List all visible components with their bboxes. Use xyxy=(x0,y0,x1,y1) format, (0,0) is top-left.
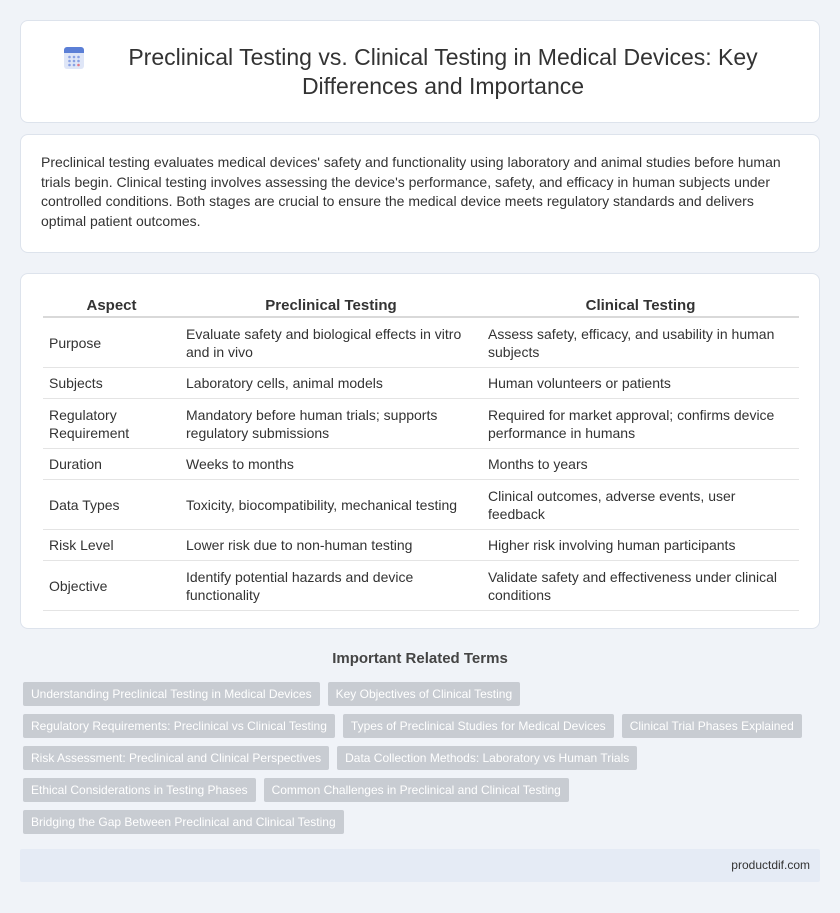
table-row xyxy=(43,561,799,611)
related-terms-title: Important Related Terms xyxy=(332,650,508,667)
table-cell: Risk Level xyxy=(43,530,180,561)
column-header-aspect: Aspect xyxy=(43,294,180,318)
related-term-tag[interactable]: Understanding Preclinical Testing in Medical Devices xyxy=(23,682,320,706)
table-cell: Assess safety, efficacy, and usability in human subjects xyxy=(482,318,799,368)
table-cell: Lower risk due to non-human testing xyxy=(180,530,482,561)
table-cell: Regulatory Requirement xyxy=(43,399,180,449)
table-cell: Subjects xyxy=(43,368,180,399)
comparison-table-card xyxy=(20,273,820,629)
table-cell: Clinical outcomes, adverse events, user feedback xyxy=(482,480,799,530)
related-term-tag[interactable]: Common Challenges in Preclinical and Clinical Testing xyxy=(264,778,569,802)
page-title: Preclinical Testing vs. Clinical Testing in Medical Devices: Key Differences and Importance xyxy=(128,43,758,99)
table-cell: Objective xyxy=(43,561,180,611)
table-cell: Required for market approval; confirms device performance in humans xyxy=(482,399,799,449)
table-row xyxy=(43,480,799,530)
table-cell: Validate safety and effectiveness under clinical conditions xyxy=(482,561,799,611)
table-row xyxy=(43,530,799,561)
related-terms-list xyxy=(23,682,823,842)
table-header-row xyxy=(43,294,799,318)
table-cell: Weeks to months xyxy=(180,449,482,480)
table-cell: Toxicity, biocompatibility, mechanical testing xyxy=(180,480,482,530)
document-icon xyxy=(61,45,87,71)
table-cell: Months to years xyxy=(482,449,799,480)
related-term-tag[interactable]: Clinical Trial Phases Explained xyxy=(622,714,802,738)
table-cell: Duration xyxy=(43,449,180,480)
related-term-tag[interactable]: Bridging the Gap Between Preclinical and Clinical Testing xyxy=(23,810,344,834)
header-card xyxy=(20,20,820,123)
table-cell: Laboratory cells, animal models xyxy=(180,368,482,399)
table-cell: Higher risk involving human participants xyxy=(482,530,799,561)
column-header-preclinical: Preclinical Testing xyxy=(180,294,482,318)
comparison-table xyxy=(43,294,799,611)
table-cell: Evaluate safety and biological effects in vitro and in vivo xyxy=(180,318,482,368)
footer xyxy=(20,849,820,882)
related-term-tag[interactable]: Data Collection Methods: Laboratory vs Human Trials xyxy=(337,746,637,770)
related-term-tag[interactable]: Types of Preclinical Studies for Medical Devices xyxy=(343,714,614,738)
related-term-tag[interactable]: Key Objectives of Clinical Testing xyxy=(328,682,521,706)
table-cell: Purpose xyxy=(43,318,180,368)
table-row xyxy=(43,399,799,449)
column-header-clinical: Clinical Testing xyxy=(482,294,799,318)
table-row xyxy=(43,449,799,480)
table-cell: Human volunteers or patients xyxy=(482,368,799,399)
intro-paragraph: Preclinical testing evaluates medical devices' safety and functionality using laboratory and animal studies before human trials begin. Clinical testing involves assessing the device's performance, safety, and efficacy in human subjects under controlled conditions. Both stages are crucial to ensure the medical device meets regulatory standards and delivers optimal patient outcomes. xyxy=(41,154,781,229)
related-term-tag[interactable]: Ethical Considerations in Testing Phases xyxy=(23,778,256,802)
table-cell: Data Types xyxy=(43,480,180,530)
footer-site-link[interactable]: productdif.com xyxy=(731,858,810,872)
intro-card xyxy=(20,134,820,253)
related-term-tag[interactable]: Risk Assessment: Preclinical and Clinical Perspectives xyxy=(23,746,329,770)
table-row xyxy=(43,368,799,399)
table-row xyxy=(43,318,799,368)
related-term-tag[interactable]: Regulatory Requirements: Preclinical vs Clinical Testing xyxy=(23,714,335,738)
table-cell: Identify potential hazards and device functionality xyxy=(180,561,482,611)
table-cell: Mandatory before human trials; supports regulatory submissions xyxy=(180,399,482,449)
